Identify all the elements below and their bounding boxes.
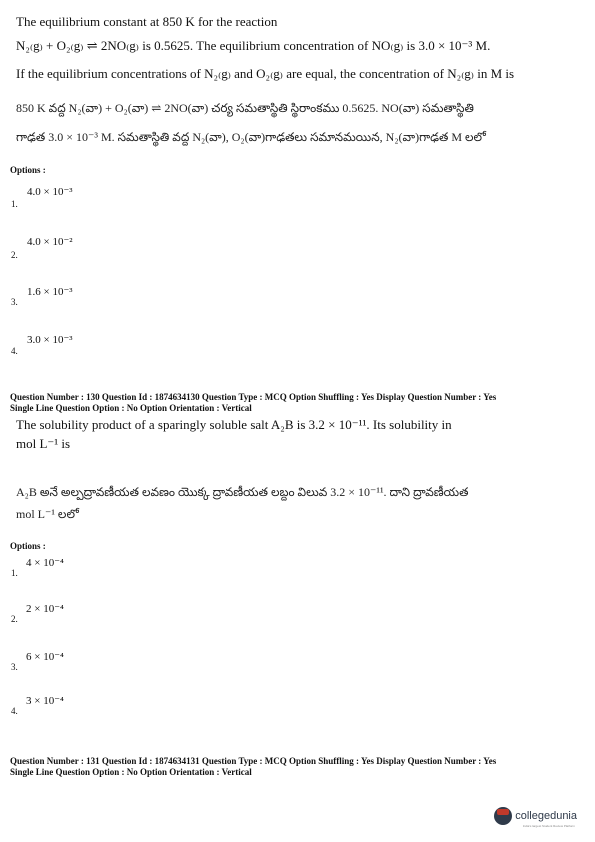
q130-option-3-value: 6 × 10⁻⁴ [26, 651, 64, 663]
q129-reaction: N₂₍g₎ + O₂₍g₎ ⇌ 2NO₍g₎ [16, 38, 139, 53]
q130-option-1-number: 1. [11, 568, 18, 578]
q130-option-2-number: 2. [11, 614, 18, 624]
q129-line2 [16, 38, 490, 54]
q129-options-label: Options : [10, 165, 46, 175]
q129-line3: If the equilibrium concentrations of N₂₍g₎ and O₂₍g₎ are equal, the concentration of N₂₍g₎ in M is [16, 66, 515, 81]
q131-meta-line1: Question Number : 131 Question Id : 1874634131 Question Type : MCQ Option Shuffling : Yes Display Question Number : Yes [10, 756, 497, 766]
q129-option-3-number: 3. [11, 297, 18, 307]
q130-meta-line2: Single Line Question Option : No Option Orientation : Vertical [10, 403, 252, 413]
q129-option-4-number: 4. [11, 346, 18, 356]
q129-option-3-value: 1.6 × 10⁻³ [27, 286, 73, 298]
q130-option-3-number: 3. [11, 662, 18, 672]
q129-line2-text: is 0.5625. The equilibrium concentration of NO₍g₎ is 3.0 × 10⁻³ M. [142, 38, 491, 53]
q129-option-4-value: 3.0 × 10⁻³ [27, 334, 73, 346]
q129-option-1-value: 4.0 × 10⁻³ [27, 186, 73, 198]
q130-telugu-line2: mol L⁻¹ లలో [16, 507, 79, 521]
q129-telugu-line2: గాఢత 3.0 × 10⁻³ M. సమతాస్థితి వద్ద N₂(వా), O₂(వా)గాఢతలు సమానమయిన, N₂(వా)గాఢత M లలో [16, 130, 486, 144]
q130-option-2-value: 2 × 10⁻⁴ [26, 603, 64, 615]
logo-tagline: India's largest Student Review Platform [522, 824, 575, 828]
q130-options-label: Options : [10, 541, 46, 551]
q129-option-2-value: 4.0 × 10⁻² [27, 236, 73, 248]
q130-line1: The solubility product of a sparingly soluble salt A₂B is 3.2 × 10⁻¹¹. Its solubility in [16, 417, 452, 432]
collegedunia-logo [494, 807, 577, 825]
q130-option-4-number: 4. [11, 706, 18, 716]
logo-name: collegedunia [515, 810, 577, 822]
q129-intro: The equilibrium constant at 850 K for the reaction [16, 14, 278, 29]
q130-option-4-value: 3 × 10⁻⁴ [26, 695, 64, 707]
q130-telugu-line1: A₂B అనే అల్పద్రావణీయత లవణం యొక్క ద్రావణీయత లబ్దం విలువ 3.2 × 10⁻¹¹. దాని ద్రావణీయత [16, 485, 469, 499]
q129-option-1-number: 1. [11, 199, 18, 209]
q130-line2: mol L⁻¹ is [16, 436, 71, 451]
q130-meta-line1: Question Number : 130 Question Id : 1874634130 Question Type : MCQ Option Shuffling : Yes Display Question Number : Yes [10, 392, 497, 402]
q129-telugu-line1: 850 K వద్ద N₂(వా) + O₂(వా) ⇌ 2NO(వా) చర్య సమతాస్థితి స్థిరాంకము 0.5625. NO(వా) సమతాస్థితి [16, 101, 474, 115]
q129-option-2-number: 2. [11, 250, 18, 260]
q131-meta-line2: Single Line Question Option : No Option Orientation : Vertical [10, 767, 252, 777]
logo-mark-icon [494, 807, 512, 825]
q130-option-1-value: 4 × 10⁻⁴ [26, 557, 64, 569]
